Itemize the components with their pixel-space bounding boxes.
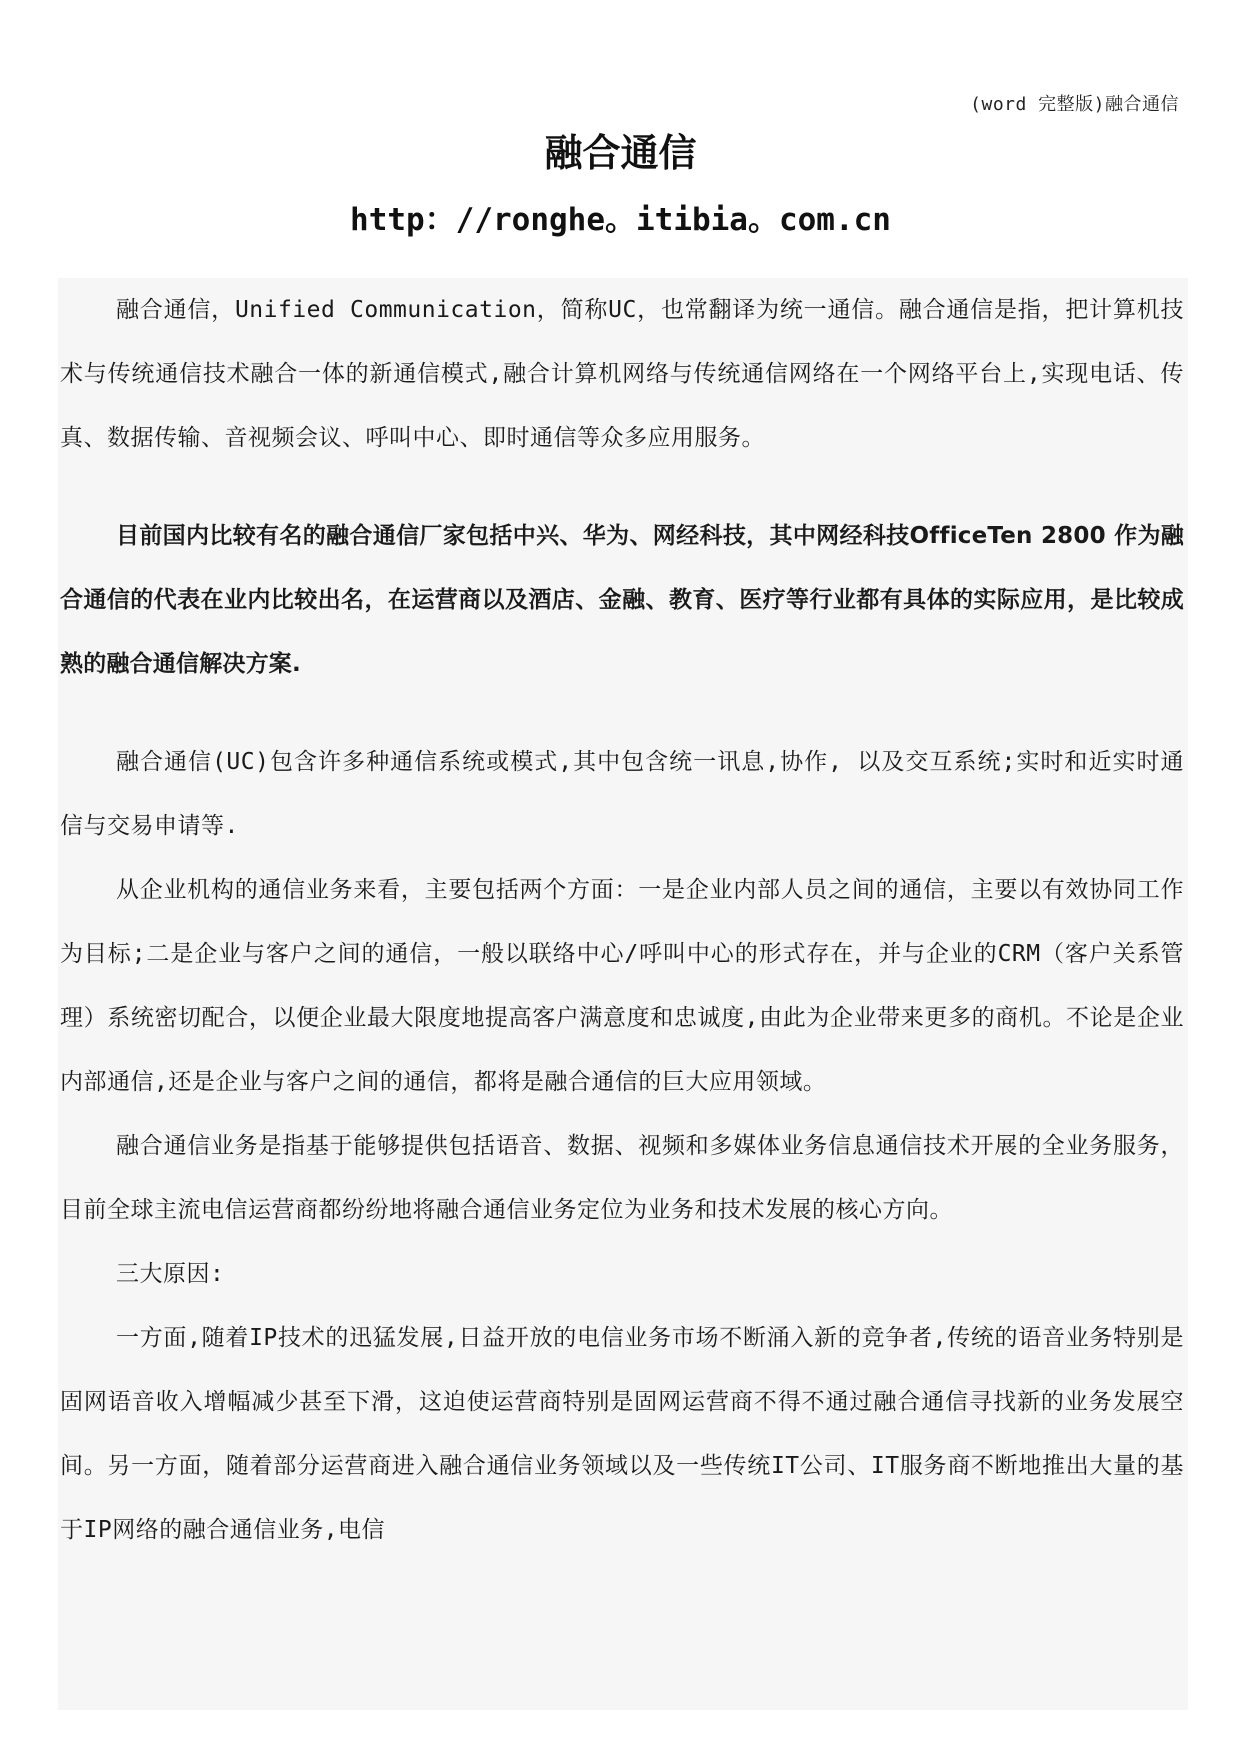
paragraph-vendors: 目前国内比较有名的融合通信厂家包括中兴、华为、网经科技，其中网经科技OfficeTen 2800 作为融合通信的代表在业内比较出名，在运营商以及酒店、金融、教育、医疗等行业都有具体的实际应用，是比较成熟的融合通信解决方案.: [60, 523, 1184, 677]
paragraph-reasons-detail: 一方面,随着IP技术的迅猛发展,日益开放的电信业务市场不断涌入新的竞争者,传统的语音业务特别是固网语音收入增幅减少甚至下滑，这迫使运营商特别是固网运营商不得不通过融合通信寻找新的业务发展空间。另一方面，随着部分运营商进入融合通信业务领域以及一些传统IT公司、IT服务商不断地推出大量的基于IP网络的融合通信业务,电信: [60, 1325, 1184, 1543]
paragraph-three-reasons: 三大原因:: [116, 1261, 225, 1287]
paragraph-uc-systems: 融合通信(UC)包含许多种通信系统或模式,其中包含统一讯息,协作, 以及交互系统;实时和近实时通信与交易申请等.: [60, 749, 1184, 839]
paragraph-enterprise: 从企业机构的通信业务来看，主要包括两个方面：一是企业内部人员之间的通信，主要以有效协同工作为目标;二是企业与客户之间的通信，一般以联络中心/呼叫中心的形式存在，并与企业的CRM（客户关系管理）系统密切配合，以便企业最大限度地提高客户满意度和忠诚度,由此为企业带来更多的商机。不论是企业内部通信,还是企业与客户之间的通信，都将是融合通信的巨大应用领域。: [60, 877, 1184, 1095]
paragraph-intro: 融合通信，Unified Communication，简称UC，也常翻译为统一通信。融合通信是指，把计算机技术与传统通信技术融合一体的新通信模式,融合计算机网络与传统通信网络在一个网络平台上,实现电话、传真、数据传输、音视频会议、呼叫中心、即时通信等众多应用服务。: [60, 297, 1184, 451]
paragraph-spacer: [60, 696, 1184, 730]
paragraph-services: 融合通信业务是指基于能够提供包括语音、数据、视频和多媒体业务信息通信技术开展的全业务服务，目前全球主流电信运营商都纷纷地将融合通信业务定位为业务和技术发展的核心方向。: [60, 1133, 1184, 1223]
document-body: [60, 278, 1184, 1562]
paragraph-spacer: [60, 470, 1184, 504]
document-header-note: (word 完整版)融合通信: [970, 94, 1179, 115]
document-url: http：//ronghe。itibia。com.cn: [350, 202, 891, 238]
document-title: 融合通信: [544, 131, 697, 175]
